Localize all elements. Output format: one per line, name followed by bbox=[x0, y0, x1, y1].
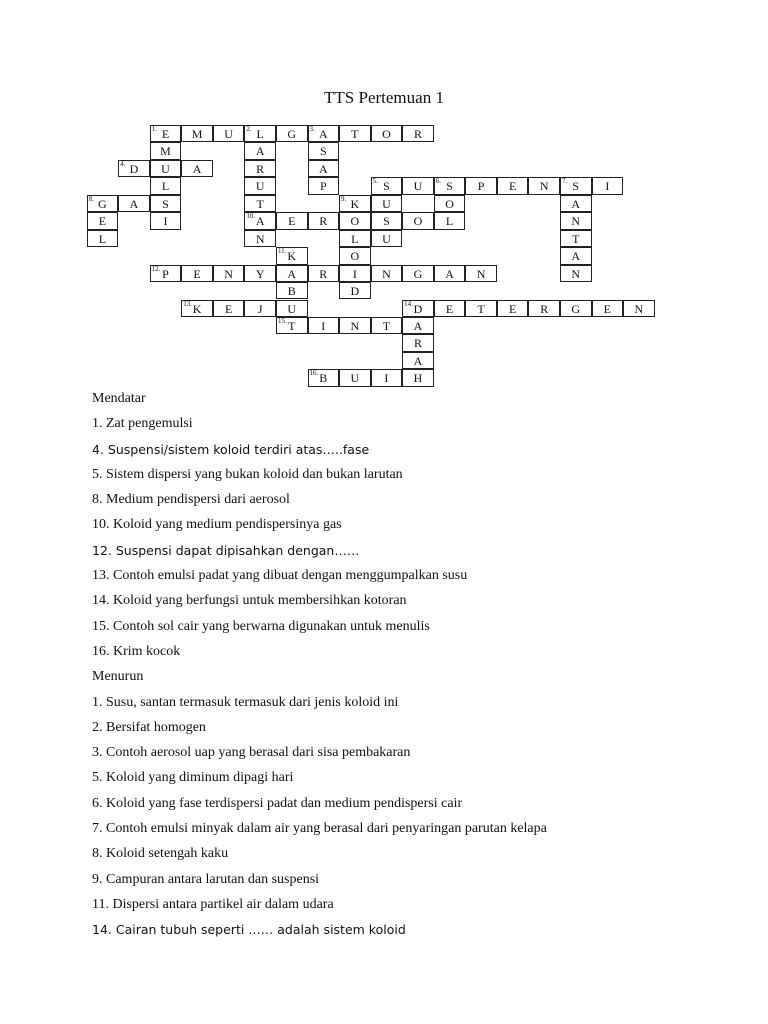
grid-cell bbox=[339, 230, 371, 247]
clue-number: 16. bbox=[309, 369, 319, 378]
cell-letter: T bbox=[477, 301, 485, 316]
cell-letter: N bbox=[382, 266, 391, 281]
menurun-heading: Menurun bbox=[92, 669, 144, 685]
cell-letter: M bbox=[160, 144, 171, 159]
clue-number: 13. bbox=[183, 299, 192, 308]
grid-cell bbox=[244, 230, 276, 247]
cell-letter: L bbox=[256, 127, 264, 141]
grid-cell bbox=[213, 300, 245, 317]
grid-cell bbox=[308, 125, 340, 142]
cell-letter: U bbox=[287, 301, 297, 316]
menurun-clues bbox=[92, 690, 752, 943]
grid-cell bbox=[402, 125, 434, 142]
cell-letter: E bbox=[603, 301, 611, 316]
clue-item: 11. Dispersi antara partikel air dalam udara bbox=[92, 896, 334, 912]
grid-cell bbox=[150, 177, 182, 194]
grid-cell bbox=[308, 265, 340, 282]
grid-cell bbox=[592, 300, 624, 317]
clue-item: 13. Contoh emulsi padat yang dibuat dengan menggumpalkan susu bbox=[92, 568, 468, 584]
clue-item: 10. Koloid yang medium pendispersinya gas bbox=[92, 517, 342, 533]
cell-letter: T bbox=[382, 318, 391, 333]
grid-cell bbox=[150, 212, 182, 229]
grid-cell bbox=[465, 300, 497, 317]
cell-letter: M bbox=[191, 127, 203, 141]
grid-cell bbox=[244, 142, 276, 159]
grid-cell bbox=[339, 317, 371, 334]
clue-item: 8. Koloid setengah kaku bbox=[92, 846, 229, 862]
grid-cell bbox=[339, 265, 371, 282]
cell-letter: U bbox=[161, 161, 170, 176]
cell-letter: R bbox=[540, 301, 549, 316]
clue-item: 15. Contoh sol cair yang berwarna digunakan untuk menulis bbox=[92, 618, 430, 634]
cell-letter: S bbox=[319, 144, 327, 159]
cell-letter: G bbox=[571, 301, 581, 316]
cell-letter: A bbox=[571, 196, 581, 211]
cell-letter: A bbox=[318, 161, 328, 176]
cell-letter: K bbox=[350, 196, 360, 211]
grid-cell bbox=[150, 195, 182, 212]
grid-cell bbox=[402, 334, 434, 351]
grid-cell bbox=[560, 247, 592, 264]
cell-letter: O bbox=[350, 214, 360, 229]
cell-letter: U bbox=[350, 371, 360, 386]
grid-cell bbox=[308, 160, 340, 177]
grid-cell bbox=[371, 177, 403, 194]
cell-letter: R bbox=[413, 127, 422, 141]
cell-letter: L bbox=[445, 214, 454, 229]
clue-item: 2. Bersifat homogen bbox=[92, 719, 206, 735]
grid-cell bbox=[118, 160, 150, 177]
grid-cell bbox=[118, 195, 150, 212]
clue-item: 4. Suspensi/sistem koloid terdiri atas…..fase bbox=[92, 441, 370, 457]
grid-cell bbox=[497, 177, 529, 194]
cell-letter: U bbox=[382, 231, 391, 246]
grid-cell bbox=[339, 212, 371, 229]
page-title: TTS Pertemuan 1 bbox=[324, 88, 444, 107]
grid-cell bbox=[560, 230, 592, 247]
grid-cell bbox=[244, 125, 276, 142]
cell-letter: U bbox=[255, 179, 265, 194]
cell-letter: R bbox=[256, 161, 265, 176]
grid-cell bbox=[276, 212, 308, 229]
clue-number: 9. bbox=[341, 194, 347, 203]
clue-list bbox=[92, 386, 752, 943]
grid-cell bbox=[560, 265, 592, 282]
grid-cell bbox=[465, 265, 497, 282]
grid-cell bbox=[181, 300, 213, 317]
grid-cell bbox=[434, 300, 466, 317]
cell-letter: L bbox=[351, 231, 359, 246]
grid-cell bbox=[87, 230, 119, 247]
grid-cell bbox=[402, 300, 434, 317]
cell-letter: E bbox=[445, 301, 454, 316]
clue-item: 6. Koloid yang fase terdispersi padat dan medium pendispersi cair bbox=[92, 795, 463, 811]
grid-cell bbox=[560, 212, 592, 229]
cell-letter: K bbox=[192, 301, 202, 316]
grid-cell bbox=[402, 177, 434, 194]
cell-letter: N bbox=[224, 266, 233, 281]
grid-cell bbox=[371, 195, 403, 212]
grid-cell bbox=[244, 160, 276, 177]
clue-number: 3. bbox=[309, 125, 315, 133]
cell-letter: I bbox=[321, 318, 326, 333]
grid-cell bbox=[339, 195, 371, 212]
cell-letter: E bbox=[508, 179, 517, 194]
cell-letter: E bbox=[98, 214, 107, 229]
grid-cell bbox=[402, 212, 434, 229]
grid-cell bbox=[402, 352, 434, 369]
grid-cell bbox=[87, 212, 119, 229]
cell-letter: S bbox=[162, 196, 169, 211]
cell-letter: D bbox=[413, 301, 423, 316]
clue-item: 5. Koloid yang diminum dipagi hari bbox=[92, 770, 294, 786]
grid-cell bbox=[560, 177, 592, 194]
clue-number: 11. bbox=[277, 247, 287, 256]
grid-cell bbox=[308, 317, 340, 334]
grid-cell bbox=[434, 265, 466, 282]
cell-letter: A bbox=[255, 214, 265, 229]
cell-letter: T bbox=[256, 196, 264, 211]
clue-item: 7. Contoh emulsi minyak dalam air yang berasal dari penyaringan parutan kelapa bbox=[92, 821, 547, 837]
cell-letter: H bbox=[413, 371, 423, 386]
grid-cell bbox=[528, 177, 560, 194]
cell-letter: T bbox=[572, 231, 580, 246]
grid-cell bbox=[592, 177, 624, 194]
cell-letter: J bbox=[257, 301, 263, 316]
cell-letter: O bbox=[445, 196, 454, 211]
grid-cell bbox=[339, 247, 371, 264]
cell-letter: N bbox=[476, 266, 486, 281]
grid-cell bbox=[276, 300, 308, 317]
clue-number: 14. bbox=[404, 299, 413, 308]
grid-cell bbox=[150, 125, 182, 142]
cell-letter: L bbox=[98, 231, 107, 246]
clue-item: 14. Cairan tubuh seperti …… adalah sistem koloid bbox=[92, 922, 406, 938]
clue-item: 3. Contoh aerosol uap yang berasal dari sisa pembakaran bbox=[92, 745, 411, 761]
grid-cell bbox=[150, 160, 182, 177]
grid-cell bbox=[276, 317, 308, 334]
mendatar-heading: Mendatar bbox=[92, 391, 146, 406]
cell-letter: A bbox=[255, 144, 265, 159]
grid-cell bbox=[434, 195, 466, 212]
grid-cell bbox=[339, 125, 371, 142]
clue-item: 1. Zat pengemulsi bbox=[92, 416, 193, 432]
cell-letter: S bbox=[446, 179, 453, 194]
clue-item: 9. Campuran antara larutan dan suspensi bbox=[92, 871, 320, 887]
clue-item: 16. Krim kocok bbox=[92, 643, 181, 659]
cell-letter: N bbox=[255, 231, 265, 246]
cell-letter: S bbox=[572, 179, 580, 194]
clue-number: 2. bbox=[246, 125, 252, 133]
cell-letter: K bbox=[287, 249, 297, 264]
cell-letter: B bbox=[287, 284, 296, 299]
cell-letter: N bbox=[634, 301, 644, 316]
cell-letter: E bbox=[508, 301, 517, 316]
cell-letter: A bbox=[571, 249, 581, 264]
grid-cell bbox=[213, 265, 245, 282]
cell-letter: D bbox=[350, 284, 360, 299]
grid-cell bbox=[308, 369, 340, 386]
cell-letter: U bbox=[382, 196, 391, 211]
grid-cell bbox=[528, 300, 560, 317]
mendatar-clues bbox=[92, 411, 752, 664]
cell-letter: O bbox=[350, 249, 360, 264]
grid-cell bbox=[402, 317, 434, 334]
grid-cell bbox=[371, 125, 403, 142]
cell-letter: N bbox=[350, 318, 360, 333]
cell-letter: T bbox=[288, 318, 296, 333]
cell-letter: P bbox=[477, 179, 485, 194]
cell-letter: T bbox=[351, 127, 359, 141]
cell-letter: I bbox=[163, 214, 168, 229]
cell-letter: A bbox=[287, 266, 297, 281]
cell-letter: G bbox=[98, 196, 107, 211]
grid-cell bbox=[308, 142, 340, 159]
grid-cell bbox=[276, 265, 308, 282]
cell-letter: B bbox=[319, 371, 328, 386]
cell-letter: N bbox=[571, 266, 581, 281]
cell-letter: S bbox=[383, 214, 390, 229]
cell-letter: E bbox=[224, 301, 233, 316]
cell-letter: I bbox=[605, 179, 610, 194]
crossword-grid bbox=[0, 0, 768, 400]
grid-cell bbox=[181, 160, 213, 177]
cell-letter: S bbox=[383, 179, 390, 194]
grid-cell bbox=[244, 212, 276, 229]
cell-letter: A bbox=[413, 318, 423, 333]
cell-letter: N bbox=[539, 179, 549, 194]
cell-letter: G bbox=[413, 266, 423, 281]
cell-letter: A bbox=[445, 266, 454, 281]
cell-letter: R bbox=[319, 214, 328, 229]
cell-letter: I bbox=[352, 266, 357, 281]
cell-letter: N bbox=[571, 214, 581, 229]
cell-letter: I bbox=[384, 371, 389, 386]
grid-cell bbox=[150, 265, 182, 282]
grid-cell bbox=[339, 282, 371, 299]
grid-cell bbox=[371, 265, 403, 282]
grid-cell bbox=[308, 177, 340, 194]
grid-cell bbox=[371, 369, 403, 386]
grid-cell bbox=[371, 230, 403, 247]
cell-letter: R bbox=[319, 266, 328, 281]
grid-cell bbox=[244, 177, 276, 194]
grid-cell bbox=[402, 369, 434, 386]
grid-cell bbox=[434, 212, 466, 229]
clue-item: 12. Suspensi dapat dipisahkan dengan…… bbox=[92, 542, 360, 558]
cell-letter: D bbox=[129, 161, 139, 176]
cell-letter: O bbox=[382, 127, 391, 141]
cell-letter: O bbox=[413, 214, 423, 229]
cell-letter: R bbox=[413, 336, 422, 351]
cell-letter: A bbox=[192, 161, 202, 176]
cell-letter: U bbox=[413, 179, 423, 194]
clue-item: 8. Medium pendispersi dari aerosol bbox=[92, 492, 290, 508]
clue-number: 10. bbox=[246, 212, 256, 221]
cell-letter: L bbox=[161, 179, 170, 194]
cell-letter: Y bbox=[255, 266, 265, 281]
grid-cell bbox=[213, 125, 245, 142]
grid-cell bbox=[181, 265, 213, 282]
grid-cell bbox=[244, 265, 276, 282]
cell-letter: G bbox=[287, 127, 297, 141]
grid-cell bbox=[434, 177, 466, 194]
clue-number: 5. bbox=[372, 177, 378, 186]
grid-cell bbox=[276, 125, 308, 142]
cell-letter: A bbox=[413, 353, 423, 368]
clue-item: 14. Koloid yang berfungsi untuk membersihkan kotoran bbox=[92, 593, 407, 609]
grid-cell bbox=[150, 142, 182, 159]
grid-cell bbox=[371, 212, 403, 229]
clue-number: 7. bbox=[561, 177, 568, 186]
clue-item: 5. Sistem dispersi yang bukan koloid dan bukan larutan bbox=[92, 466, 403, 482]
grid-cell bbox=[339, 369, 371, 386]
cell-letter: A bbox=[129, 196, 139, 211]
cell-letter: P bbox=[162, 266, 169, 281]
cell-letter: A bbox=[318, 127, 328, 141]
clue-number: 6. bbox=[435, 177, 441, 186]
grid-cell bbox=[465, 177, 497, 194]
clue-number: 4. bbox=[120, 159, 126, 168]
cell-letter: P bbox=[319, 179, 327, 194]
cell-letter: E bbox=[288, 214, 296, 229]
cell-letter: E bbox=[161, 127, 170, 141]
grid-cell bbox=[623, 300, 655, 317]
clue-number: 1. bbox=[151, 125, 157, 133]
clue-number: 8. bbox=[88, 194, 94, 203]
grid-cell bbox=[371, 317, 403, 334]
grid-cell bbox=[276, 282, 308, 299]
clue-number: 12. bbox=[151, 264, 161, 273]
grid-cell bbox=[560, 195, 592, 212]
grid-cell bbox=[181, 125, 213, 142]
cell-letter: E bbox=[193, 266, 201, 281]
clue-item: 1. Susu, santan termasuk termasuk dari jenis koloid ini bbox=[92, 694, 399, 710]
clue-number: 15. bbox=[277, 316, 287, 325]
grid-cell bbox=[308, 212, 340, 229]
cell-letter: U bbox=[224, 127, 233, 141]
grid-cell bbox=[402, 265, 434, 282]
grid-cell bbox=[497, 300, 529, 317]
grid-cell bbox=[276, 247, 308, 264]
grid-cell bbox=[244, 195, 276, 212]
grid-cell bbox=[560, 300, 592, 317]
grid-cell bbox=[244, 300, 276, 317]
grid-cell bbox=[87, 195, 119, 212]
